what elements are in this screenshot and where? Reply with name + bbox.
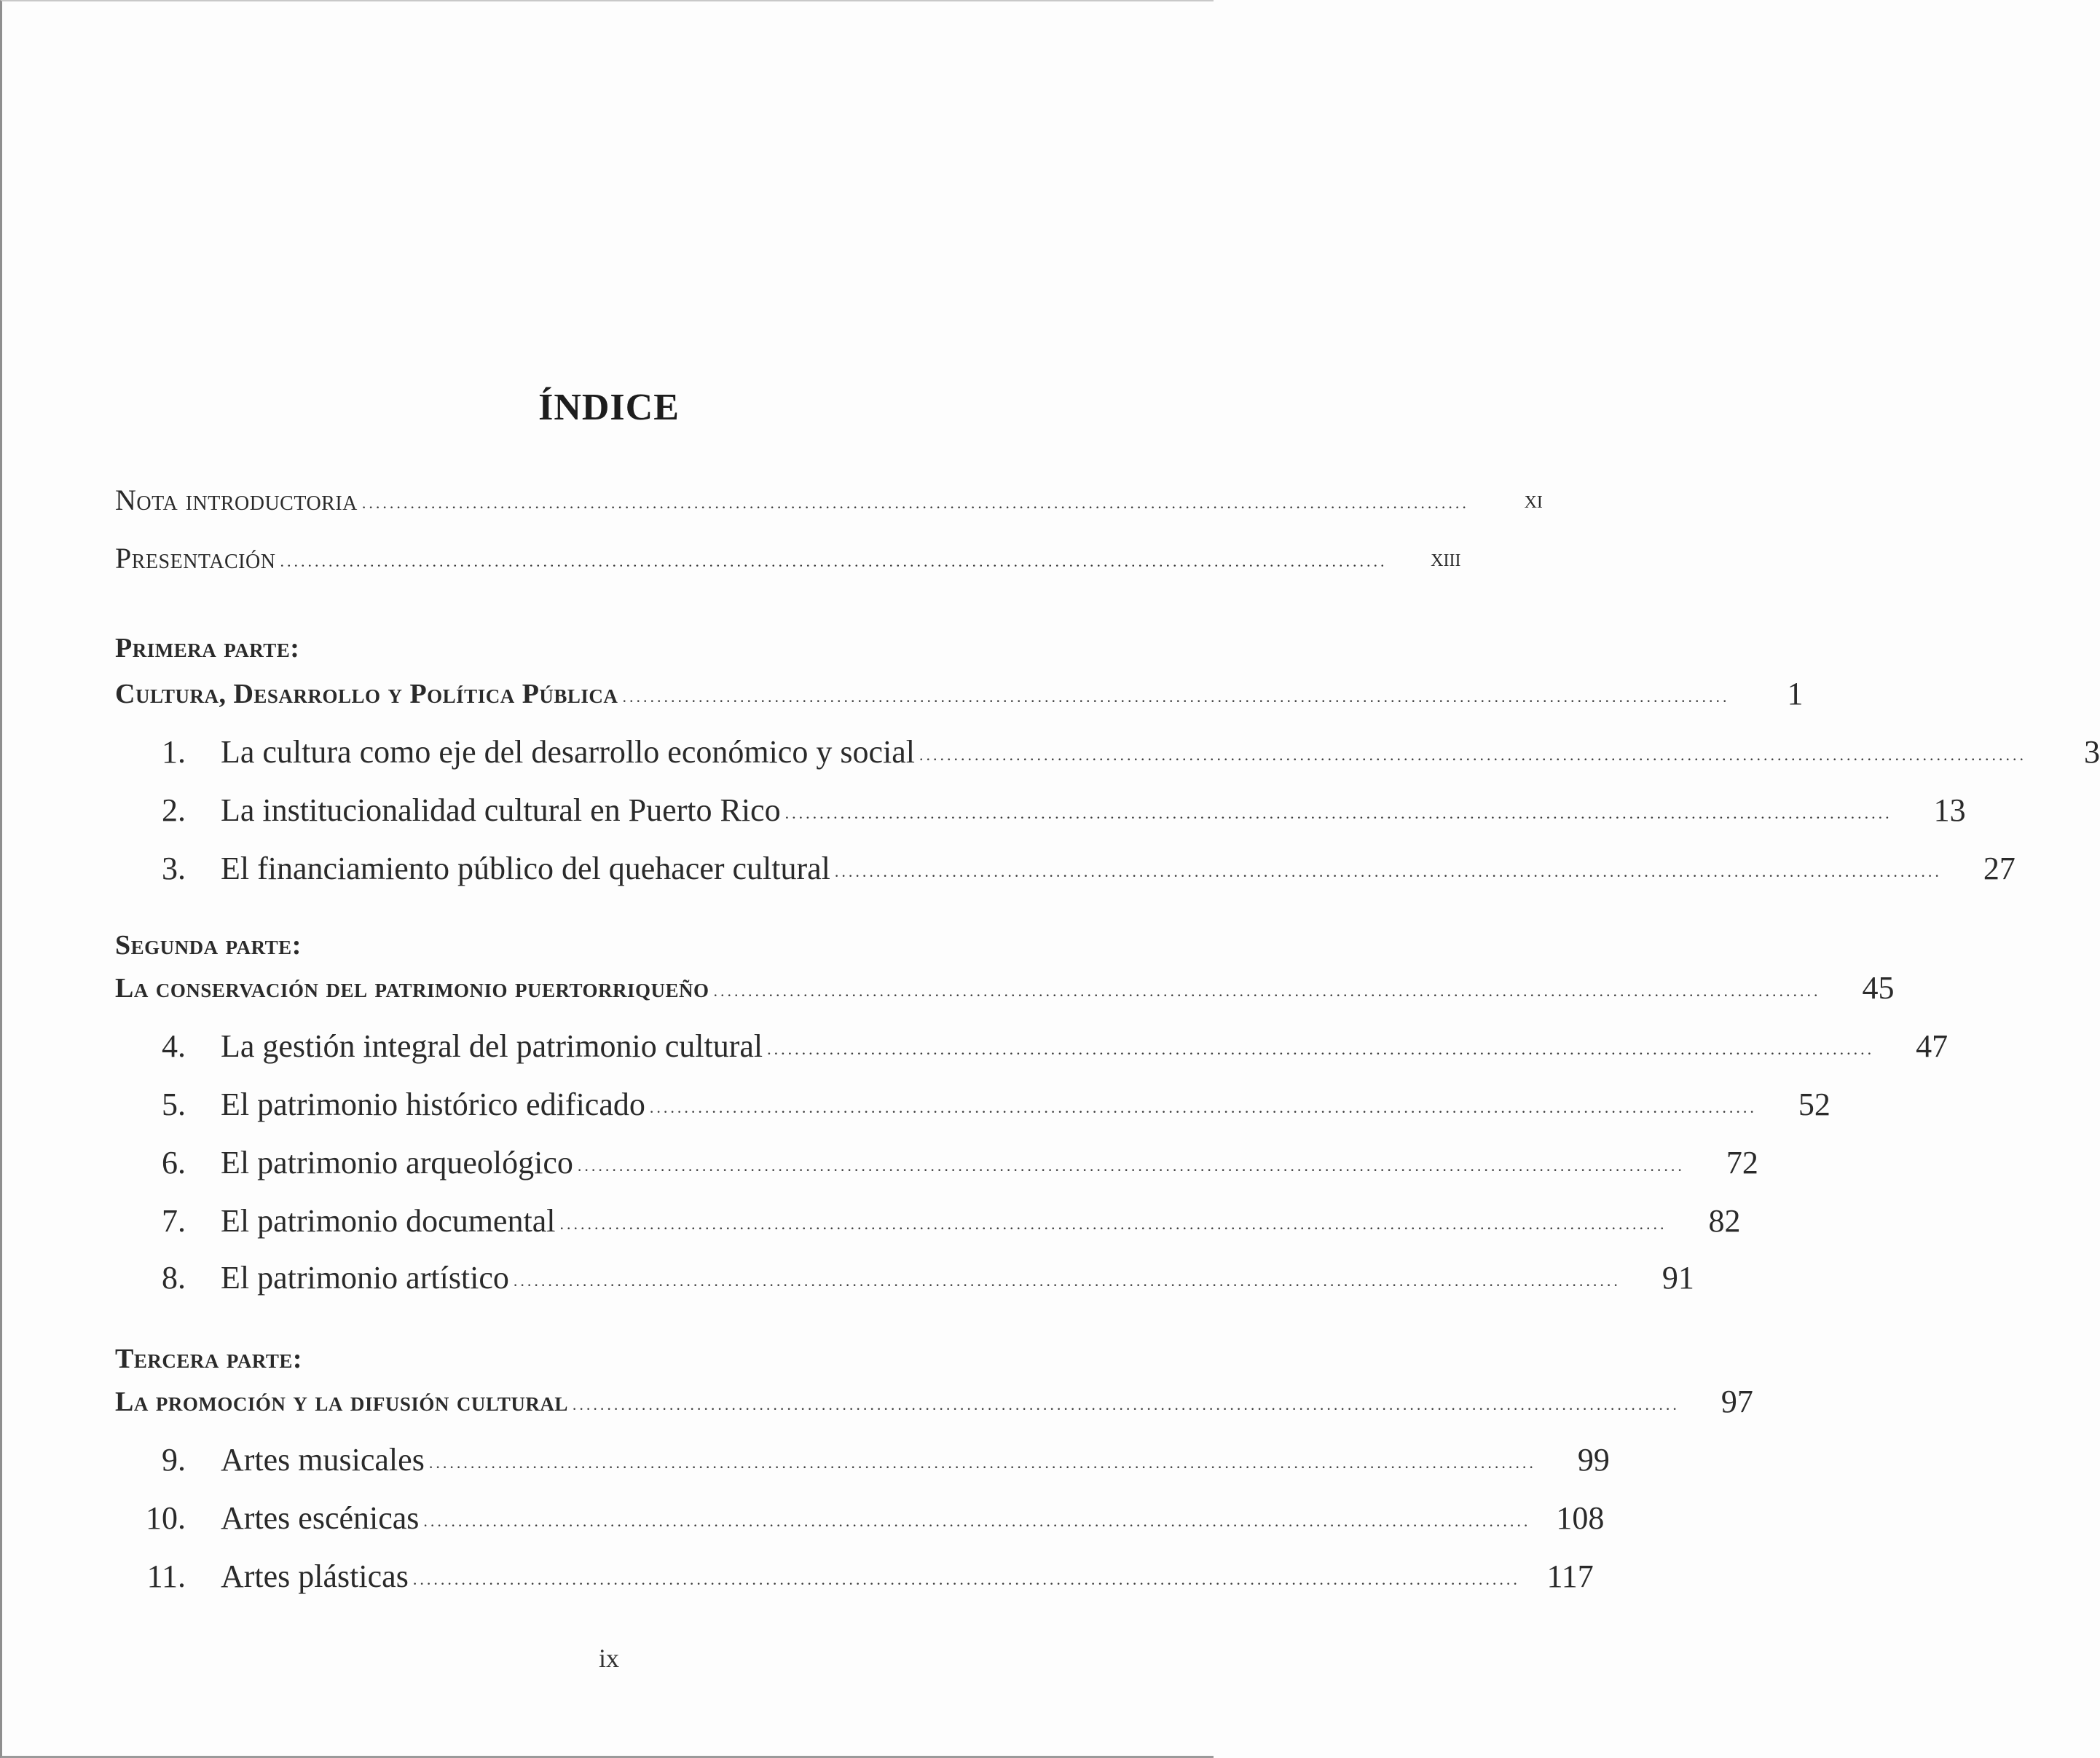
leader-dots: ................................................................................................................................................................ xyxy=(649,1098,1757,1116)
chapter-number: 6. xyxy=(162,1145,186,1180)
toc-page-number: 99 xyxy=(1577,1442,1610,1478)
toc-entry-nota[interactable] xyxy=(115,478,1543,523)
toc-chapter-entry[interactable] xyxy=(115,1199,1741,1244)
toc-page-number: 13 xyxy=(1933,792,1966,828)
toc-page-number: 108 xyxy=(1556,1500,1605,1536)
toc-chapter-entry[interactable] xyxy=(115,1438,1610,1483)
toc-page-number: 1 xyxy=(1787,676,1804,712)
chapter-title: La institucionalidad cultural en Puerto Rico xyxy=(221,792,781,828)
toc-entry-label: Nota introductoria xyxy=(115,484,358,516)
chapter-number: 8. xyxy=(162,1260,186,1296)
leader-dots: ................................................................................................................................................................ xyxy=(919,746,2026,764)
leader-dots: ................................................................................................................................................................ xyxy=(280,552,1388,570)
toc-chapter-entry[interactable] xyxy=(115,1256,1694,1301)
chapter-number: 2. xyxy=(162,792,186,828)
chapter-number: 7. xyxy=(162,1203,186,1239)
leader-dots: ................................................................................................................................................................ xyxy=(572,1395,1680,1414)
leader-dots: ................................................................................................................................................................ xyxy=(361,494,1469,512)
toc-page-number: 91 xyxy=(1661,1260,1694,1296)
toc-part-title: La promoción y la difusión cultural xyxy=(115,1387,568,1417)
leader-dots: ................................................................................................................................................................ xyxy=(513,1272,1621,1290)
toc-page-number: 82 xyxy=(1708,1203,1741,1239)
toc-page-number: 45 xyxy=(1862,970,1895,1006)
toc-chapter-entry[interactable] xyxy=(115,1082,1830,1127)
leader-dots: ................................................................................................................................................................ xyxy=(423,1512,1531,1530)
chapter-title: El financiamiento público del quehacer cultural xyxy=(221,851,830,886)
toc-chapter-entry[interactable] xyxy=(115,1496,1605,1541)
part-heading: Primera parte: xyxy=(115,633,300,663)
page-folio: ix xyxy=(598,1644,619,1673)
chapter-title: Artes musicales xyxy=(221,1442,425,1478)
toc-entry-label: Presentación xyxy=(115,542,276,575)
chapter-number: 10. xyxy=(146,1500,186,1536)
toc-part-entry[interactable] xyxy=(115,671,1804,717)
leader-dots: ................................................................................................................................................................ xyxy=(767,1040,1875,1058)
toc-entry-presentacion[interactable] xyxy=(115,536,1461,581)
leader-dots: ................................................................................................................................................................ xyxy=(577,1156,1685,1175)
toc-page-number: 72 xyxy=(1726,1145,1758,1180)
toc-chapter-entry[interactable] xyxy=(115,788,1966,833)
toc-page-number: xi xyxy=(1524,486,1543,513)
chapter-title: Artes escénicas xyxy=(221,1500,420,1536)
toc-page-number: 3 xyxy=(2083,734,2100,770)
leader-dots: ................................................................................................................................................................ xyxy=(713,982,1821,1000)
toc-page-number: 52 xyxy=(1798,1087,1830,1122)
chapter-title: El patrimonio histórico edificado xyxy=(221,1087,645,1122)
part-heading: Tercera parte: xyxy=(115,1344,303,1374)
chapter-title: La cultura como eje del desarrollo económico y social xyxy=(221,734,915,770)
part-heading: Segunda parte: xyxy=(115,930,302,961)
chapter-number: 1. xyxy=(162,734,186,770)
page-title: ÍNDICE xyxy=(538,387,680,428)
toc-chapter-entry[interactable] xyxy=(115,1140,1758,1186)
leader-dots: ................................................................................................................................................................ xyxy=(834,862,1942,880)
chapter-number: 11. xyxy=(146,1558,186,1594)
toc-part-entry[interactable] xyxy=(115,1379,1753,1424)
toc-chapter-entry[interactable] xyxy=(115,1554,1594,1599)
toc-part-title: Cultura, Desarrollo y Política Pública xyxy=(115,679,618,709)
toc-page-number: 97 xyxy=(1720,1384,1753,1419)
toc-chapter-entry[interactable] xyxy=(115,1024,1948,1069)
leader-dots: ................................................................................................................................................................ xyxy=(784,804,1892,822)
toc-part-entry[interactable] xyxy=(115,966,1895,1011)
toc-page-number: xiii xyxy=(1431,545,1461,572)
chapter-title: Artes plásticas xyxy=(221,1558,409,1594)
chapter-title: El patrimonio documental xyxy=(221,1203,556,1239)
chapter-number: 4. xyxy=(162,1028,186,1064)
chapter-title: El patrimonio artístico xyxy=(221,1260,509,1296)
toc-part-title: La conservación del patrimonio puertorriqueño xyxy=(115,973,709,1004)
leader-dots: ................................................................................................................................................................ xyxy=(428,1454,1536,1472)
toc-chapter-entry[interactable] xyxy=(115,846,2016,891)
leader-dots: ................................................................................................................................................................ xyxy=(412,1570,1520,1588)
toc-page-number: 117 xyxy=(1546,1558,1594,1594)
chapter-title: La gestión integral del patrimonio cultural xyxy=(221,1028,763,1064)
chapter-number: 9. xyxy=(162,1442,186,1478)
leader-dots: ................................................................................................................................................................ xyxy=(622,687,1730,706)
chapter-number: 5. xyxy=(162,1087,186,1122)
toc-chapter-entry[interactable] xyxy=(115,730,2100,775)
toc-page-number: 27 xyxy=(1983,851,2016,886)
chapter-title: El patrimonio arqueológico xyxy=(221,1145,573,1180)
leader-dots: ................................................................................................................................................................ xyxy=(559,1215,1667,1233)
toc-page-number: 47 xyxy=(1916,1028,1948,1064)
chapter-number: 3. xyxy=(162,851,186,886)
